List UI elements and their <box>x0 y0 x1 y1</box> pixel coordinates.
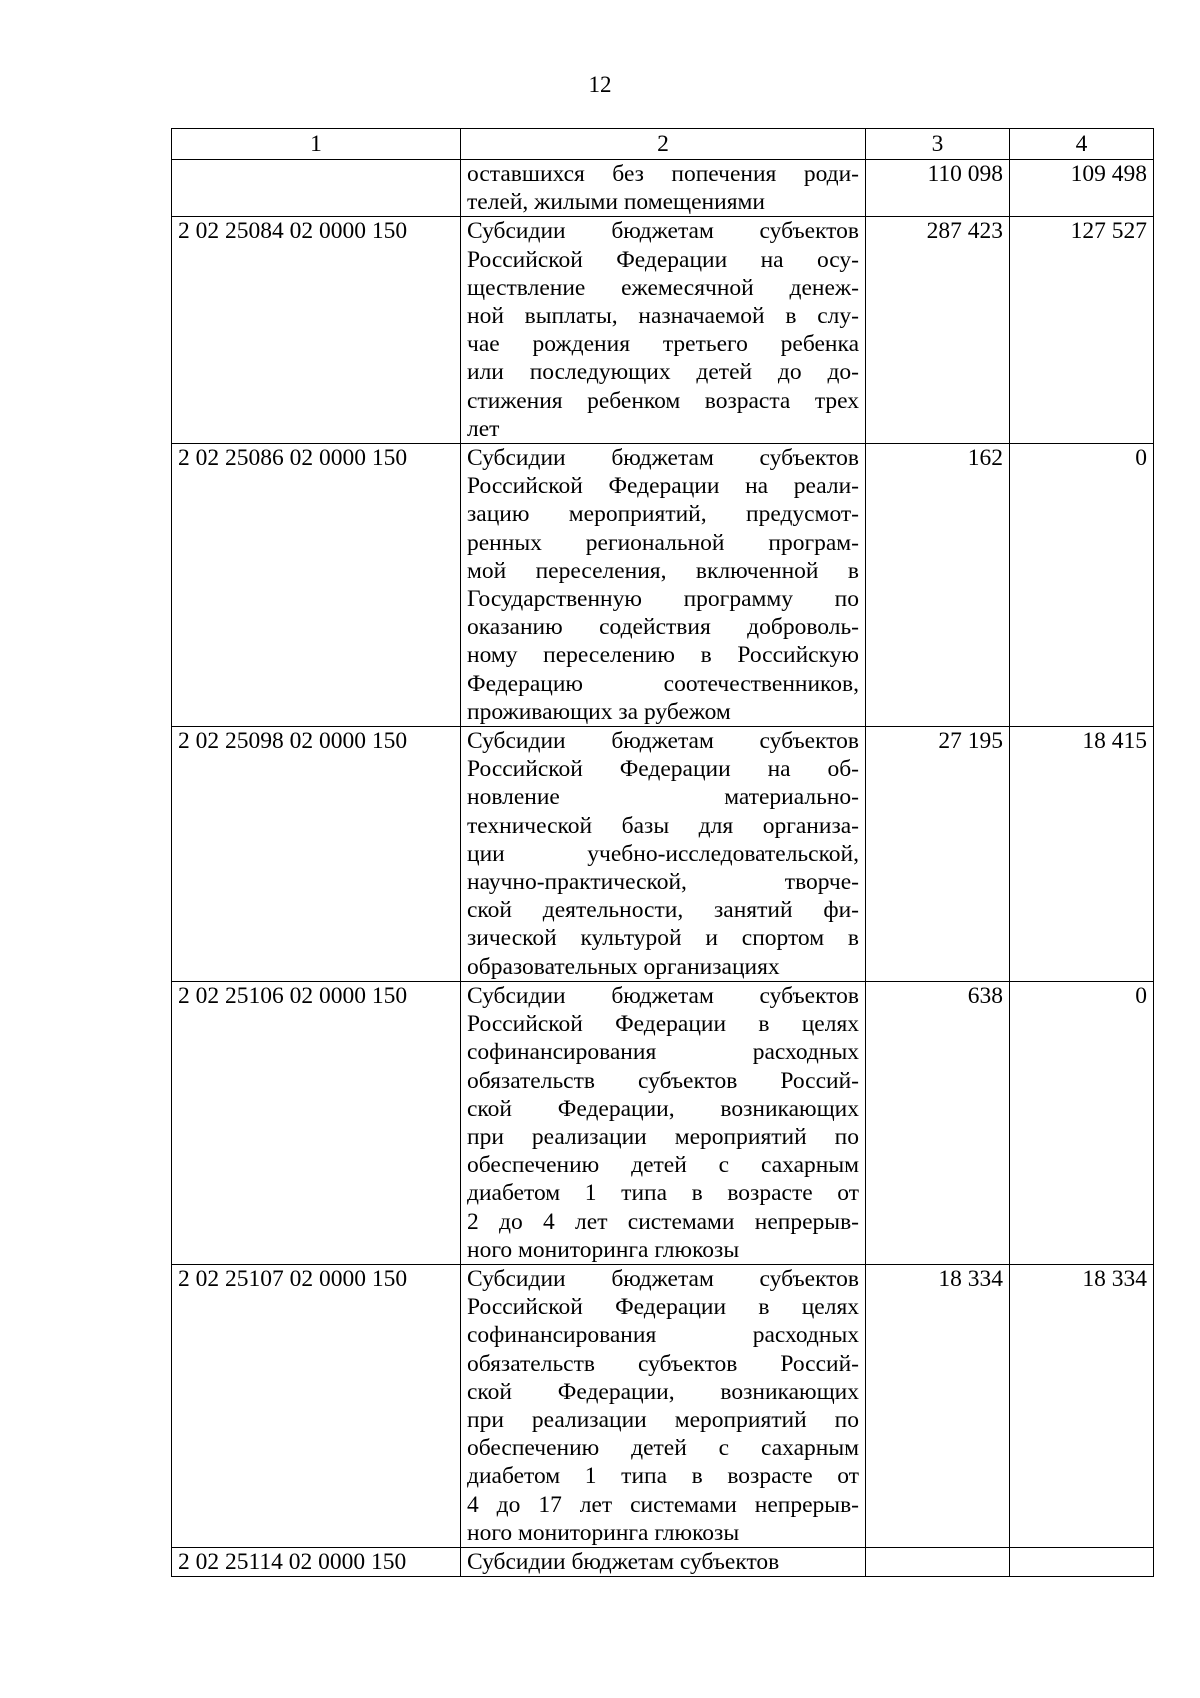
description-line: оказанию содействия доброволь- <box>467 614 859 641</box>
budget-code-cell: 2 02 25114 02 0000 150 <box>172 1547 461 1576</box>
description-line: Российской Федерации на осу- <box>467 246 859 273</box>
description-line: зической культурой и спортом в <box>467 925 859 952</box>
description-line: новление материально- <box>467 784 859 811</box>
description-line: Российской Федерации на об- <box>467 756 859 783</box>
description-line: обязательств субъектов Россий- <box>467 1067 859 1094</box>
value-column-4-cell: 0 <box>1010 981 1154 1264</box>
description-line: Субсидии бюджетам субъектов <box>467 1548 780 1575</box>
description-line: Субсидии бюджетам субъектов <box>467 982 859 1009</box>
budget-revenue-table <box>171 128 1154 1577</box>
description-line: или последующих детей до до- <box>467 359 859 386</box>
description-line: Государственную программу по <box>467 586 859 613</box>
value-column-4-cell: 0 <box>1010 444 1154 727</box>
value-column-4-cell: 127 527 <box>1010 217 1154 444</box>
description-line: проживающих за рубежом <box>467 698 731 725</box>
description-line: ции учебно-исследовательской, <box>467 840 859 867</box>
description-line: Субсидии бюджетам субъектов <box>467 218 859 245</box>
budget-code-cell: 2 02 25084 02 0000 150 <box>172 217 461 444</box>
column-header-3: 3 <box>866 129 1010 160</box>
description-line: Федерацию соотечественников, <box>467 670 859 697</box>
page-number: 12 <box>588 72 612 97</box>
description-line: 2 до 4 лет системами непрерыв- <box>467 1208 859 1235</box>
column-header-1: 1 <box>172 129 461 160</box>
value-column-4-cell <box>1010 1547 1154 1576</box>
description-line: ного мониторинга глюкозы <box>467 1236 740 1263</box>
description-cell <box>461 444 866 727</box>
budget-code-cell: 2 02 25086 02 0000 150 <box>172 444 461 727</box>
description-line: лет <box>467 415 500 442</box>
table-header-row <box>172 129 1154 160</box>
table-row <box>172 981 1154 1264</box>
description-line: ществление ежемесячной денеж- <box>467 274 859 301</box>
description-cell <box>461 1547 866 1576</box>
description-line: ного мониторинга глюкозы <box>467 1519 740 1546</box>
value-column-4-cell: 18 334 <box>1010 1264 1154 1547</box>
description-line: ренных региональной програм- <box>467 529 859 556</box>
value-column-3-cell: 287 423 <box>866 217 1010 444</box>
description-line: обязательств субъектов Россий- <box>467 1350 859 1377</box>
description-line: научно-практической, творче- <box>467 869 859 896</box>
description-line: Российской Федерации в целях <box>467 1294 859 1321</box>
description-line: 4 до 17 лет системами непрерыв- <box>467 1491 859 1518</box>
value-column-3-cell <box>866 1547 1010 1576</box>
description-line: чае рождения третьего ребенка <box>467 331 859 358</box>
description-line: стижения ребенком возраста трех <box>467 387 859 414</box>
table-row <box>172 727 1154 982</box>
value-column-3-cell: 27 195 <box>866 727 1010 982</box>
description-line: ному переселению в Российскую <box>467 642 859 669</box>
description-line: технической базы для организа- <box>467 812 859 839</box>
value-column-4-cell: 18 415 <box>1010 727 1154 982</box>
description-line: мой переселения, включенной в <box>467 557 859 584</box>
description-line: диабетом 1 типа в возрасте от <box>467 1180 859 1207</box>
description-line: диабетом 1 типа в возрасте от <box>467 1463 859 1490</box>
description-line: ской деятельности, занятий фи- <box>467 897 859 924</box>
description-line: при реализации мероприятий по <box>467 1123 859 1150</box>
value-column-3-cell: 110 098 <box>866 160 1010 217</box>
description-line: ской Федерации, возникающих <box>467 1095 859 1122</box>
description-cell <box>461 160 866 217</box>
budget-code-cell <box>172 160 461 217</box>
description-line: ской Федерации, возникающих <box>467 1378 859 1405</box>
column-header-4: 4 <box>1010 129 1154 160</box>
description-line: Субсидии бюджетам субъектов <box>467 445 859 472</box>
description-cell <box>461 1264 866 1547</box>
table-row <box>172 160 1154 217</box>
budget-code-cell: 2 02 25107 02 0000 150 <box>172 1264 461 1547</box>
table-row <box>172 1547 1154 1576</box>
description-line: обеспечению детей с сахарным <box>467 1435 859 1462</box>
value-column-3-cell: 162 <box>866 444 1010 727</box>
description-line: Субсидии бюджетам субъектов <box>467 1265 859 1292</box>
value-column-3-cell: 638 <box>866 981 1010 1264</box>
description-line: Российской Федерации в целях <box>467 1011 859 1038</box>
description-cell <box>461 727 866 982</box>
description-line: софинансирования расходных <box>467 1322 859 1349</box>
description-line: при реализации мероприятий по <box>467 1406 859 1433</box>
table-row <box>172 217 1154 444</box>
description-line: ной выплаты, назначаемой в слу- <box>467 303 859 330</box>
description-cell <box>461 217 866 444</box>
budget-code-cell: 2 02 25098 02 0000 150 <box>172 727 461 982</box>
budget-code-cell: 2 02 25106 02 0000 150 <box>172 981 461 1264</box>
description-line: обеспечению детей с сахарным <box>467 1152 859 1179</box>
description-line: оставшихся без попечения роди- <box>467 161 859 187</box>
description-line: софинансирования расходных <box>467 1039 859 1066</box>
description-line: зацию мероприятий, предусмот- <box>467 501 859 528</box>
table-row <box>172 444 1154 727</box>
column-header-2: 2 <box>461 129 866 160</box>
description-line: Российской Федерации на реали- <box>467 473 859 500</box>
description-line: Субсидии бюджетам субъектов <box>467 728 859 755</box>
value-column-4-cell: 109 498 <box>1010 160 1154 217</box>
value-column-3-cell: 18 334 <box>866 1264 1010 1547</box>
description-line: образовательных организациях <box>467 953 780 980</box>
table-row <box>172 1264 1154 1547</box>
description-cell <box>461 981 866 1264</box>
description-line: телей, жилыми помещениями <box>467 189 765 216</box>
